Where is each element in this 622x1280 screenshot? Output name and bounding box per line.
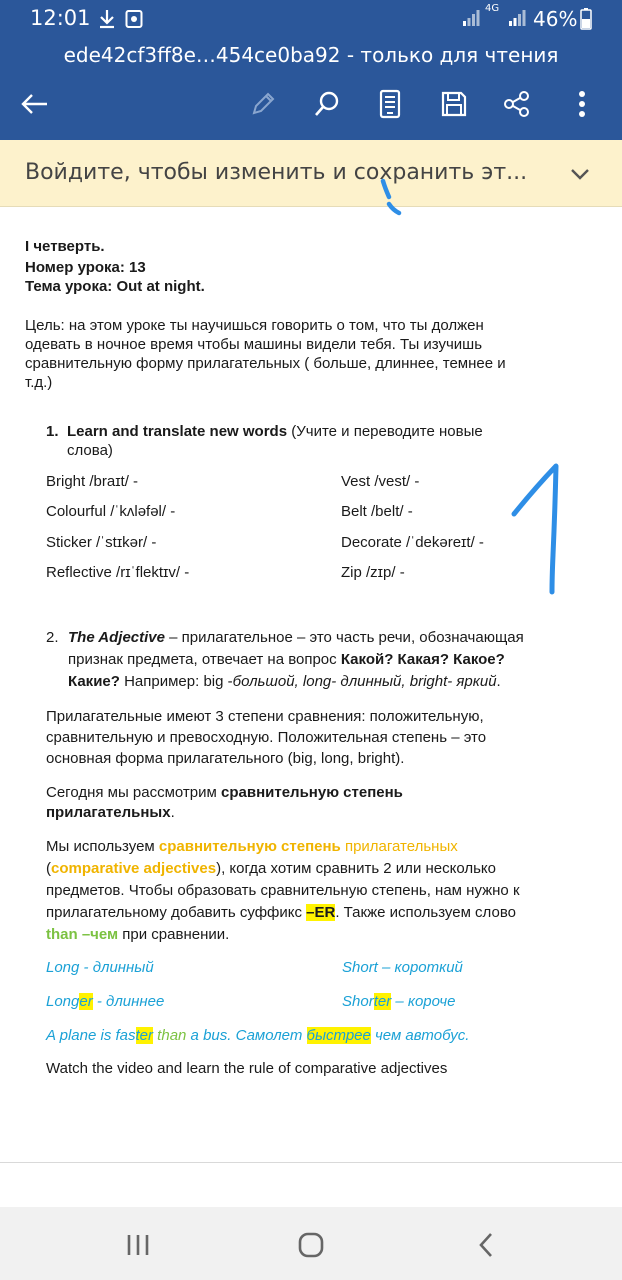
plane-than: than [153, 1027, 187, 1044]
section2-examples: большой, long- длинный, bright- яркий [232, 673, 497, 690]
section2-line-2a: признак предмета, отвечает на вопрос [68, 651, 341, 668]
degrees-line-2: сравнительную и превосходную. Положительная степень – это [46, 729, 487, 746]
section2-line-2 [68, 651, 505, 669]
shorter-suffix: ter [373, 993, 392, 1010]
section2-question-kakie: Какие? [68, 673, 120, 690]
plane-faster-ru: быстрее [306, 1027, 371, 1044]
ink-number-one [514, 466, 556, 592]
degrees-line-1: Прилагательные имеют 3 степени сравнения: положительную, [46, 708, 484, 725]
section1-title: Learn and translate new words [67, 423, 288, 440]
use-line-5 [46, 926, 229, 944]
shorter-base: Shor [342, 993, 374, 1010]
goal-line-1: Цель: на этом уроке ты научишься говорить о том, что ты должен [25, 317, 484, 334]
word-reflective: Reflective /rɪˈflektɪv/ - [46, 564, 190, 581]
use-comparative-degree: сравнительную степень [158, 838, 341, 855]
watch-video-line: Watch the video and learn the rule of comparative adjectives [46, 1060, 448, 1077]
word-vest: Vest /vest/ - [341, 473, 420, 490]
section2-questions: Какой? Какая? Какое? [340, 651, 505, 668]
word-colourful: Colourful /ˈkʌləfəl/ - [46, 503, 176, 520]
status-time: 12:01 [30, 6, 91, 30]
use-line-1 [46, 838, 458, 856]
word-decorate: Decorate /ˈdekəreɪt/ - [341, 534, 484, 551]
shorter-translation: – короче [391, 993, 456, 1010]
word-bright: Bright /braɪt/ - [46, 473, 139, 490]
today-bold-2: прилагательных [46, 804, 171, 821]
today-line-1 [46, 784, 403, 802]
today-period: . [170, 804, 175, 821]
degrees-line-3: основная форма прилагательного (big, long, bright). [46, 750, 405, 767]
use-line-3: предметов. Чтобы образовать сравнительную степень, нам нужно к [46, 882, 520, 899]
sign-in-message[interactable]: Войдите, чтобы изменить и сохранить эт... [25, 160, 528, 185]
ink-cursor-mark [383, 181, 399, 213]
goal-line-2: одевать в ночное время чтобы машины видели тебя. Ты изучишь [25, 336, 483, 353]
today-line-2 [46, 804, 175, 822]
example-longer [46, 993, 164, 1011]
section1-note: (Учите и переводите новые [291, 423, 483, 440]
section2-period: . [496, 673, 501, 690]
example-short: Short – короткий [342, 959, 463, 976]
example-shorter [342, 993, 455, 1011]
longer-suffix: er [79, 993, 93, 1010]
section1-note-cont: слова) [67, 442, 113, 459]
section2-line-1 [68, 629, 524, 647]
use-paren: ( [46, 860, 51, 877]
use-text-h: прилагательному добавить суффикс [46, 904, 307, 921]
today-text: Сегодня мы рассмотрим [46, 784, 221, 801]
word-belt: Belt /belt/ - [341, 503, 413, 520]
handwriting-ink [0, 0, 622, 620]
bottom-divider [0, 1162, 622, 1163]
recent-apps-icon[interactable] [118, 1225, 158, 1265]
plane-suffix: ter [135, 1027, 154, 1044]
than-word: than –чем [46, 926, 119, 943]
word-zip: Zip /zɪp/ - [341, 564, 405, 581]
system-nav-bar [0, 1207, 622, 1280]
use-line-2 [46, 860, 496, 878]
use-text-j: . Также используем слово [335, 904, 516, 921]
use-adjectives: прилагательных [340, 838, 458, 855]
longer-translation: - длиннее [92, 993, 165, 1010]
lesson-topic: Тема урока: Out at night. [25, 278, 205, 295]
use-text-l: при сравнении. [118, 926, 230, 943]
adjective-definition: – прилагательное – это часть речи, обозначающая [164, 629, 524, 646]
today-bold-1: сравнительную степень [221, 784, 403, 801]
goal-line-4: т.д.) [25, 374, 53, 391]
network-type: 4G [485, 3, 500, 14]
back-icon[interactable] [466, 1225, 506, 1265]
adjective-term: The Adjective [68, 629, 165, 646]
use-comparative-adjectives: comparative adjectives [51, 860, 217, 877]
use-text-f: ), когда хотим сравнить 2 или несколько [216, 860, 496, 877]
quarter-line: I четверть. [25, 238, 105, 255]
section1-number: 1. [46, 423, 59, 440]
example-plane [46, 1027, 469, 1045]
lesson-number: Номер урока: 13 [25, 259, 146, 276]
word-sticker: Sticker /ˈstɪkər/ - [46, 534, 157, 551]
section2-example-label: Например: big - [119, 673, 233, 690]
battery-percent: 46% [533, 7, 578, 31]
example-long: Long - длинный [46, 959, 154, 976]
longer-base: Long [46, 993, 80, 1010]
plane-a: A plane is fas [46, 1027, 136, 1044]
use-line-4 [46, 904, 516, 922]
home-icon[interactable] [291, 1225, 331, 1265]
plane-d: a bus. Самолет [186, 1027, 307, 1044]
plane-f: чем автобус. [370, 1027, 470, 1044]
suffix-er: –ER [306, 904, 336, 921]
goal-line-3: сравнительную форму прилагательных ( больше, длиннее, темнее и [25, 355, 506, 372]
use-text-a: Мы используем [46, 838, 159, 855]
document-title: ede42cf3ff8e…454ce0ba92 - только для чтения [63, 43, 559, 67]
section2-number: 2. [46, 629, 59, 646]
section2-line-3 [68, 673, 501, 691]
